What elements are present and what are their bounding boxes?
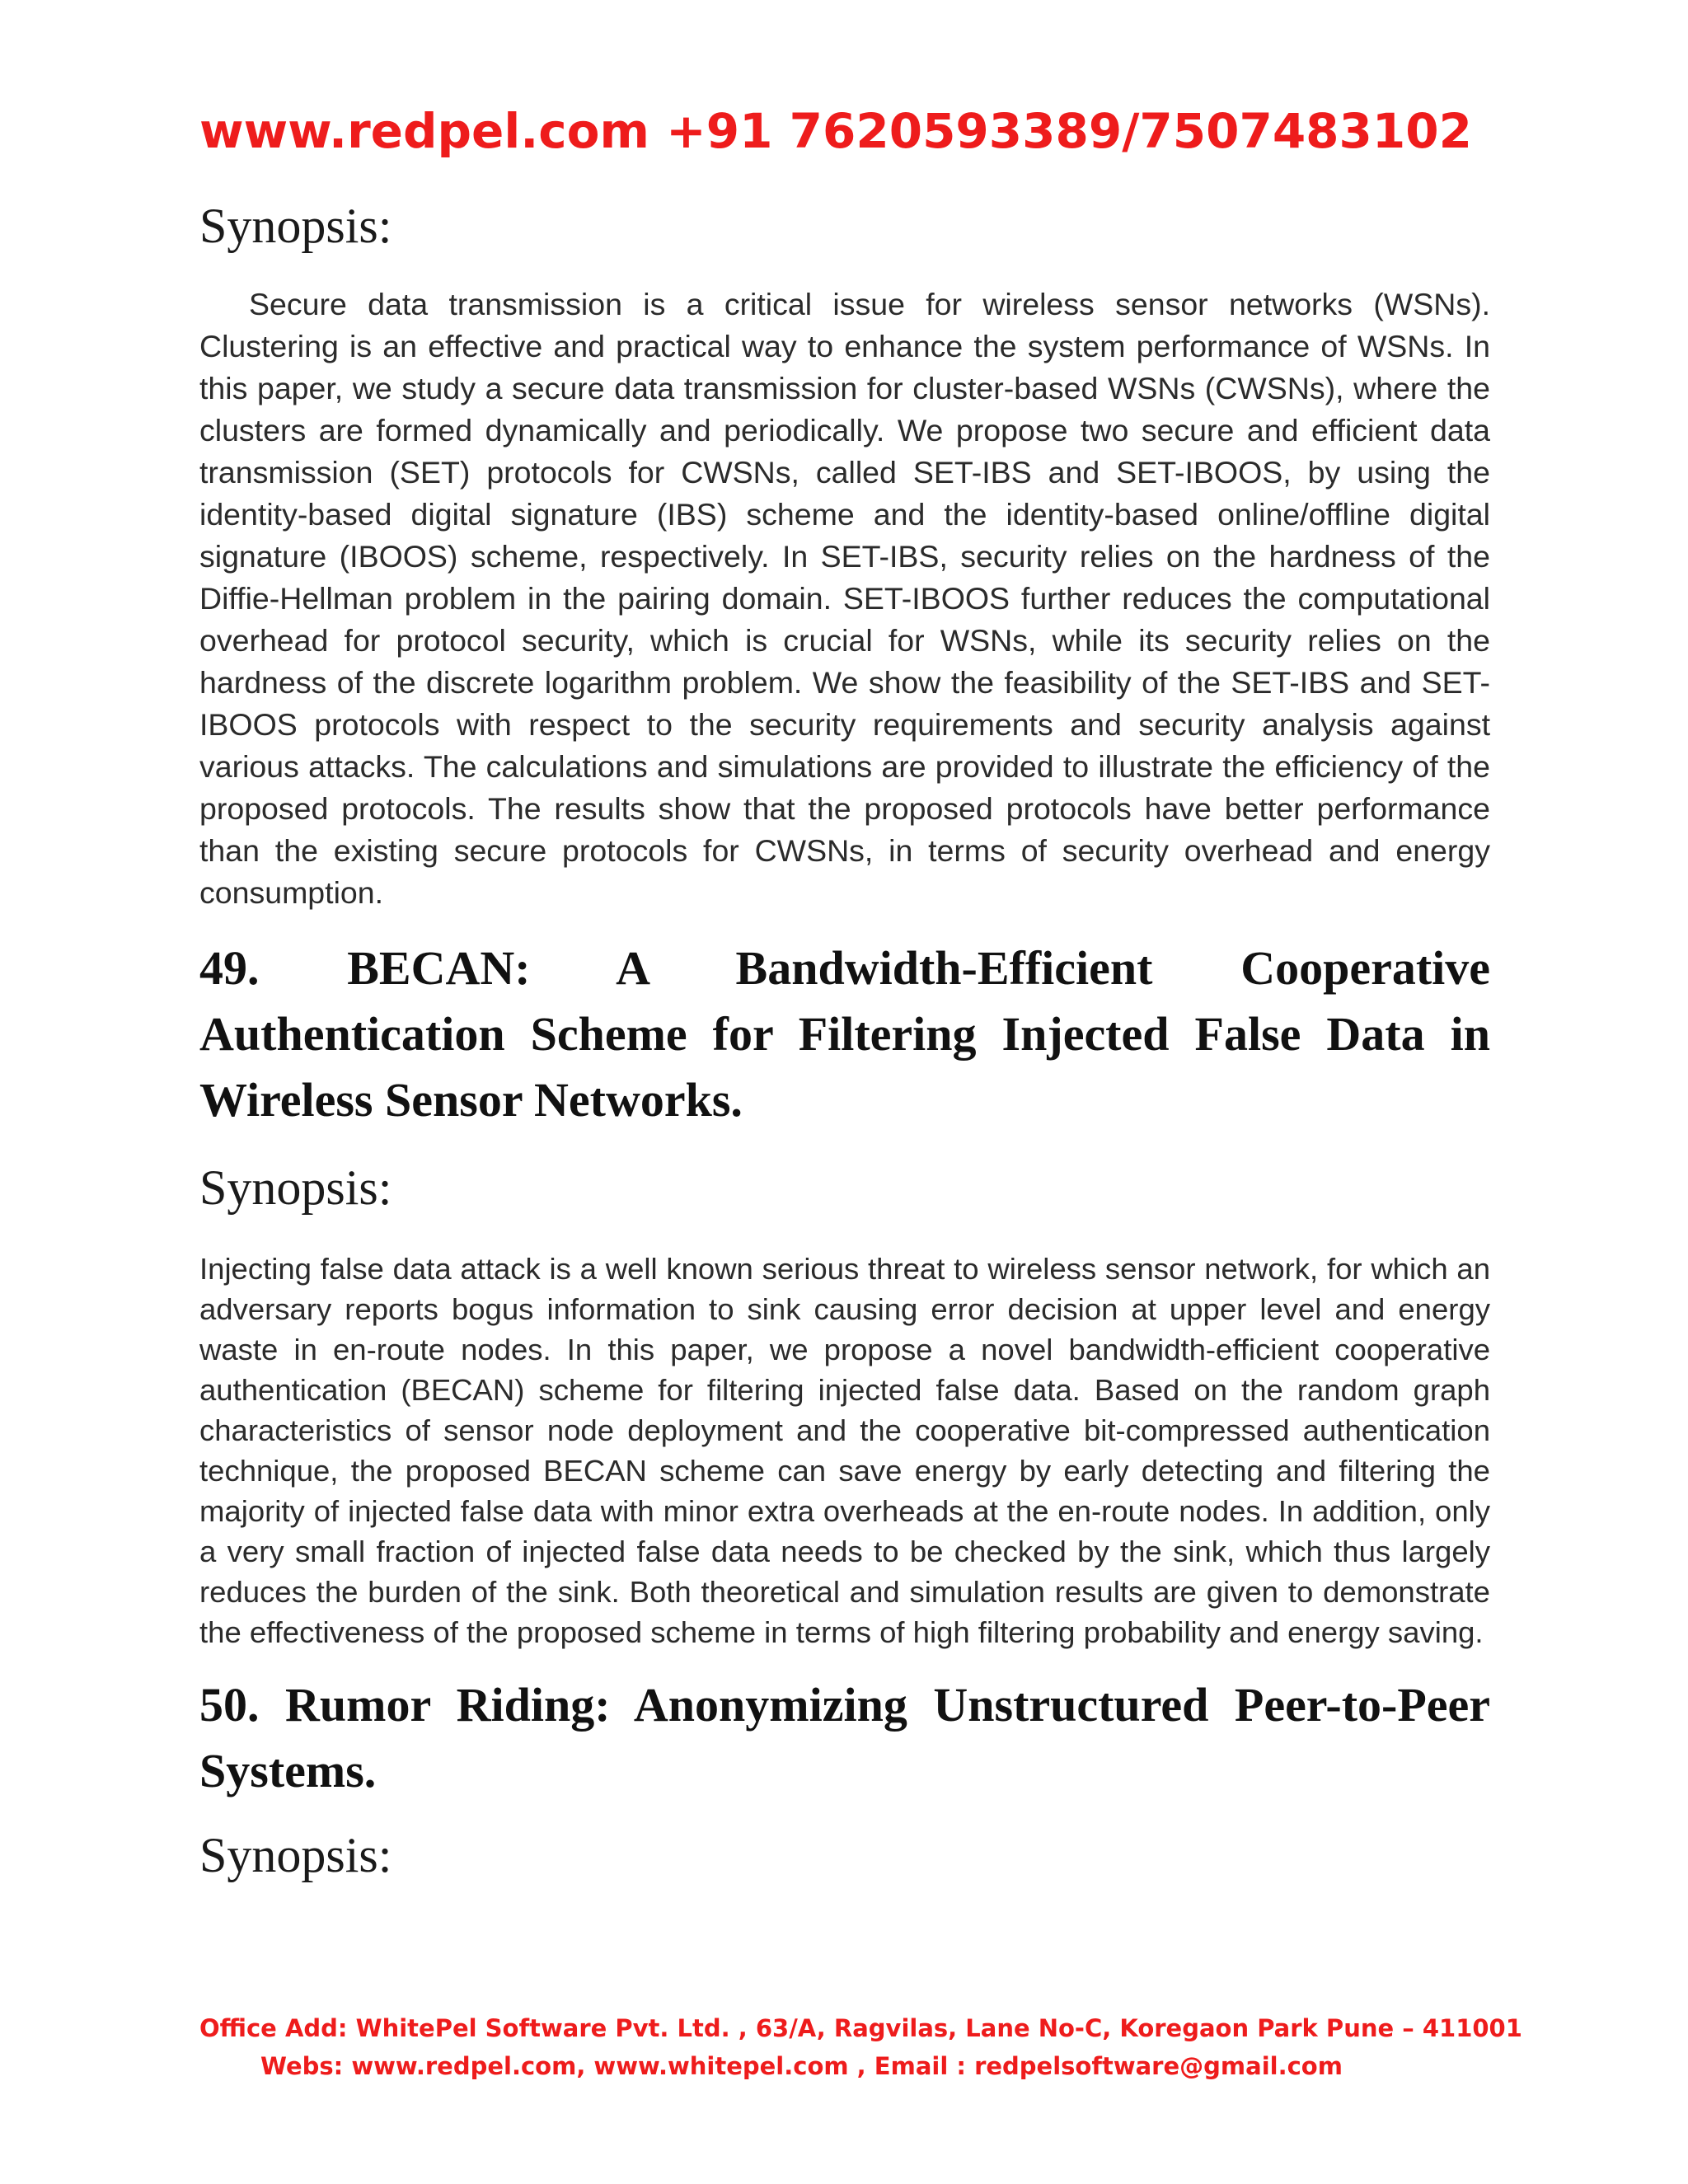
section-title-line1: 49. BECAN: A Bandwidth-Efficient Cooperative (199, 941, 1490, 995)
footer-address: Office Add: WhitePel Software Pvt. Ltd. , 63/A, Ragvilas, Lane No-C, Koregaon Park Pune – 411001 (199, 2014, 1522, 2042)
synopsis-paragraph: Injecting false data attack is a well known serious threat to wireless sensor network, for which an adversary reports bogus information to sink causing error decision at upper level and energy waste in en-route nodes. In this paper, we propose a novel bandwidth-efficient cooperative authentication (BECAN) scheme for filtering injected false data. Based on the random graph characteristics of sensor node deployment and the cooperative bit-compressed authentication technique, the proposed BECAN scheme can save energy by early detecting and filtering the majority of injected false data with minor extra overheads at the en-route nodes. In addition, only a very small fraction of injected false data needs to be checked by the sink, which thus largely reduces the burden of the sink. Both theoretical and simulation results are given to demonstrate the effectiveness of the proposed scheme in terms of high filtering probability and energy saving. (199, 1252, 1490, 1649)
footer-webs: Webs: www.redpel.com, www.whitepel.com , Email : redpelsoftware@gmail.com (260, 2052, 1343, 2080)
synopsis-label: Synopsis: (199, 1828, 392, 1882)
synopsis-label: Synopsis: (199, 199, 392, 253)
section-synopsis-1 (199, 196, 1490, 914)
section-49 (199, 935, 1490, 1652)
section-title-rest: Authentication Scheme for Filtering Injected False Data in Wireless Sensor Networks. (199, 1007, 1490, 1127)
synopsis-paragraph: Secure data transmission is a critical issue for wireless sensor networks (WSNs). Clustering is an effective and practical way to enhance the system performance of WSNs. In this paper, we study a secure data transmission for cluster-based WSNs (CWSNs), where the clusters are formed dynamically and periodically. We propose two secure and efficient data transmission (SET) protocols for CWSNs, called SET-IBS and SET-IBOOS, by using the identity-based digital signature (IBS) scheme and the identity-based online/offline digital signature (IBOOS) scheme, respectively. In SET-IBS, security relies on the hardness of the Diffie-Hellman problem in the pairing domain. SET-IBOOS further reduces the computational overhead for protocol security, which is crucial for WSNs, while its security relies on the hardness of the discrete logarithm problem. We show the feasibility of the SET-IBS and SET-IBOOS protocols with respect to the security requirements and security analysis against various attacks. The calculations and simulations are provided to illustrate the efficiency of the proposed protocols. The results show that the proposed protocols have better performance than the existing secure protocols for CWSNs, in terms of security overhead and energy consumption. (199, 287, 1490, 910)
main-content (199, 196, 1490, 1885)
footer (199, 2009, 1522, 2085)
section-title: 50. Rumor Riding: Anonymizing Unstructured Peer-to-Peer Systems. (199, 1678, 1490, 1797)
section-50 (199, 1672, 1490, 1885)
synopsis-label: Synopsis: (199, 1160, 392, 1215)
header-contact: www.redpel.com +91 7620593389/7507483102 (199, 103, 1472, 159)
